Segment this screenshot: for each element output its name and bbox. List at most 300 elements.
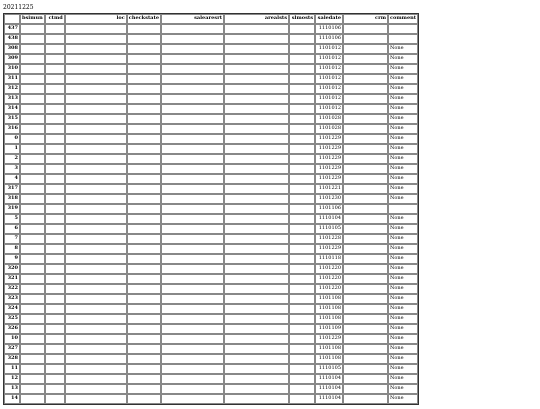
cell-checkstate <box>127 274 161 284</box>
cell-crm <box>343 374 388 384</box>
cell-saledate: 1101220 <box>315 284 343 294</box>
cell-slmosts <box>289 214 315 224</box>
cell-bsimun <box>20 334 45 344</box>
cell-bsimun <box>20 254 45 264</box>
cell-salearesrt <box>161 224 224 234</box>
cell-checkstate <box>127 84 161 94</box>
cell-saledate: 1101012 <box>315 104 343 114</box>
cell-bsimun <box>20 34 45 44</box>
cell-checkstate <box>127 374 161 384</box>
cell-loc <box>65 54 127 64</box>
cell-checkstate <box>127 264 161 274</box>
cell-index: 1 <box>4 144 20 154</box>
cell-salearesrt <box>161 54 224 64</box>
cell-index: 322 <box>4 284 20 294</box>
cell-ctmd <box>45 294 65 304</box>
cell-saledate: 1101230 <box>315 194 343 204</box>
cell-checkstate <box>127 124 161 134</box>
cell-arealsts <box>224 144 289 154</box>
cell-bsimun <box>20 364 45 374</box>
cell-salearesrt <box>161 354 224 364</box>
cell-bsimun <box>20 204 45 214</box>
cell-loc <box>65 104 127 114</box>
cell-crm <box>343 94 388 104</box>
table-row <box>4 104 418 114</box>
cell-comment: None <box>388 334 418 344</box>
cell-comment: None <box>388 374 418 384</box>
cell-arealsts <box>224 94 289 104</box>
cell-ctmd <box>45 364 65 374</box>
cell-bsimun <box>20 264 45 274</box>
cell-loc <box>65 244 127 254</box>
cell-slmosts <box>289 284 315 294</box>
cell-saledate: 1101108 <box>315 294 343 304</box>
cell-saledate: 1110104 <box>315 214 343 224</box>
cell-arealsts <box>224 234 289 244</box>
cell-slmosts <box>289 114 315 124</box>
table-row <box>4 184 418 194</box>
cell-bsimun <box>20 324 45 334</box>
cell-salearesrt <box>161 194 224 204</box>
cell-arealsts <box>224 314 289 324</box>
cell-ctmd <box>45 134 65 144</box>
cell-bsimun <box>20 124 45 134</box>
cell-bsimun <box>20 144 45 154</box>
cell-ctmd <box>45 324 65 334</box>
cell-crm <box>343 254 388 264</box>
cell-salearesrt <box>161 324 224 334</box>
cell-salearesrt <box>161 364 224 374</box>
cell-slmosts <box>289 24 315 34</box>
cell-comment: None <box>388 394 418 404</box>
cell-arealsts <box>224 294 289 304</box>
cell-ctmd <box>45 314 65 324</box>
cell-comment: None <box>388 124 418 134</box>
cell-arealsts <box>224 104 289 114</box>
cell-bsimun <box>20 314 45 324</box>
cell-saledate: 1101012 <box>315 64 343 74</box>
table-row <box>4 394 418 404</box>
cell-slmosts <box>289 344 315 354</box>
cell-index: 13 <box>4 384 20 394</box>
cell-crm <box>343 364 388 374</box>
cell-bsimun <box>20 384 45 394</box>
cell-saledate: 1101108 <box>315 344 343 354</box>
cell-ctmd <box>45 284 65 294</box>
column-header-salearesrt: salearesrt <box>161 14 224 24</box>
cell-bsimun <box>20 294 45 304</box>
cell-index: 324 <box>4 304 20 314</box>
cell-slmosts <box>289 74 315 84</box>
table-row <box>4 324 418 334</box>
cell-bsimun <box>20 284 45 294</box>
cell-index: 318 <box>4 194 20 204</box>
cell-crm <box>343 234 388 244</box>
cell-index: 10 <box>4 334 20 344</box>
cell-loc <box>65 284 127 294</box>
column-header-arealsts: arealsts <box>224 14 289 24</box>
cell-checkstate <box>127 114 161 124</box>
cell-loc <box>65 154 127 164</box>
cell-ctmd <box>45 154 65 164</box>
cell-crm <box>343 134 388 144</box>
cell-saledate: 1110105 <box>315 224 343 234</box>
cell-arealsts <box>224 84 289 94</box>
cell-loc <box>65 334 127 344</box>
cell-salearesrt <box>161 244 224 254</box>
cell-arealsts <box>224 244 289 254</box>
cell-crm <box>343 24 388 34</box>
cell-salearesrt <box>161 314 224 324</box>
table-row <box>4 304 418 314</box>
cell-comment: None <box>388 54 418 64</box>
cell-saledate: 1110105 <box>315 364 343 374</box>
cell-crm <box>343 214 388 224</box>
cell-checkstate <box>127 54 161 64</box>
cell-comment: None <box>388 194 418 204</box>
cell-bsimun <box>20 54 45 64</box>
cell-ctmd <box>45 254 65 264</box>
table-row <box>4 44 418 54</box>
cell-saledate: 1110106 <box>315 24 343 34</box>
cell-loc <box>65 134 127 144</box>
table-row <box>4 24 418 34</box>
cell-saledate: 1101106 <box>315 204 343 214</box>
cell-arealsts <box>224 374 289 384</box>
cell-comment: None <box>388 314 418 324</box>
cell-index: 317 <box>4 184 20 194</box>
cell-index: 313 <box>4 94 20 104</box>
cell-checkstate <box>127 304 161 314</box>
cell-saledate: 1101229 <box>315 164 343 174</box>
table-row <box>4 124 418 134</box>
cell-slmosts <box>289 174 315 184</box>
cell-ctmd <box>45 184 65 194</box>
cell-bsimun <box>20 214 45 224</box>
cell-crm <box>343 304 388 314</box>
cell-arealsts <box>224 214 289 224</box>
cell-checkstate <box>127 94 161 104</box>
cell-bsimun <box>20 24 45 34</box>
table-row <box>4 144 418 154</box>
cell-loc <box>65 174 127 184</box>
table-row <box>4 254 418 264</box>
cell-ctmd <box>45 214 65 224</box>
cell-ctmd <box>45 244 65 254</box>
table-body <box>4 24 418 404</box>
cell-arealsts <box>224 154 289 164</box>
cell-salearesrt <box>161 394 224 404</box>
cell-checkstate <box>127 384 161 394</box>
cell-crm <box>343 334 388 344</box>
column-header-ctmd: ctmd <box>45 14 65 24</box>
cell-saledate: 1101229 <box>315 174 343 184</box>
cell-arealsts <box>224 174 289 184</box>
cell-saledate: 1101221 <box>315 184 343 194</box>
cell-saledate: 1101229 <box>315 244 343 254</box>
cell-arealsts <box>224 164 289 174</box>
cell-bsimun <box>20 104 45 114</box>
table-row <box>4 244 418 254</box>
cell-crm <box>343 264 388 274</box>
cell-checkstate <box>127 284 161 294</box>
cell-slmosts <box>289 224 315 234</box>
table-row <box>4 84 418 94</box>
cell-index: 14 <box>4 394 20 404</box>
cell-index: 8 <box>4 244 20 254</box>
cell-crm <box>343 114 388 124</box>
cell-bsimun <box>20 244 45 254</box>
cell-slmosts <box>289 374 315 384</box>
cell-checkstate <box>127 104 161 114</box>
cell-ctmd <box>45 164 65 174</box>
cell-loc <box>65 354 127 364</box>
cell-crm <box>343 244 388 254</box>
cell-slmosts <box>289 84 315 94</box>
cell-checkstate <box>127 74 161 84</box>
cell-comment: None <box>388 134 418 144</box>
cell-arealsts <box>224 254 289 264</box>
cell-slmosts <box>289 304 315 314</box>
cell-checkstate <box>127 394 161 404</box>
cell-crm <box>343 184 388 194</box>
cell-checkstate <box>127 64 161 74</box>
cell-saledate: 1110118 <box>315 254 343 264</box>
cell-checkstate <box>127 314 161 324</box>
cell-arealsts <box>224 274 289 284</box>
cell-bsimun <box>20 174 45 184</box>
table-row <box>4 224 418 234</box>
cell-salearesrt <box>161 164 224 174</box>
cell-arealsts <box>224 364 289 374</box>
cell-loc <box>65 144 127 154</box>
cell-slmosts <box>289 354 315 364</box>
cell-slmosts <box>289 394 315 404</box>
table-row <box>4 344 418 354</box>
cell-salearesrt <box>161 304 224 314</box>
cell-slmosts <box>289 94 315 104</box>
cell-index: 0 <box>4 134 20 144</box>
cell-comment: None <box>388 74 418 84</box>
cell-salearesrt <box>161 134 224 144</box>
cell-bsimun <box>20 134 45 144</box>
cell-checkstate <box>127 24 161 34</box>
cell-checkstate <box>127 174 161 184</box>
cell-loc <box>65 164 127 174</box>
cell-comment: None <box>388 144 418 154</box>
cell-salearesrt <box>161 294 224 304</box>
cell-slmosts <box>289 154 315 164</box>
cell-comment: None <box>388 234 418 244</box>
cell-index: 323 <box>4 294 20 304</box>
table-row <box>4 54 418 64</box>
cell-index: 320 <box>4 264 20 274</box>
cell-loc <box>65 304 127 314</box>
cell-crm <box>343 154 388 164</box>
cell-checkstate <box>127 164 161 174</box>
cell-index: 316 <box>4 124 20 134</box>
cell-salearesrt <box>161 64 224 74</box>
table-row <box>4 284 418 294</box>
cell-ctmd <box>45 384 65 394</box>
cell-ctmd <box>45 64 65 74</box>
cell-slmosts <box>289 244 315 254</box>
cell-slmosts <box>289 184 315 194</box>
cell-ctmd <box>45 34 65 44</box>
cell-saledate: 1110104 <box>315 374 343 384</box>
cell-ctmd <box>45 144 65 154</box>
table-row <box>4 364 418 374</box>
cell-checkstate <box>127 254 161 264</box>
cell-crm <box>343 314 388 324</box>
cell-comment <box>388 34 418 44</box>
cell-index: 326 <box>4 324 20 334</box>
cell-arealsts <box>224 284 289 294</box>
cell-comment: None <box>388 164 418 174</box>
cell-checkstate <box>127 194 161 204</box>
cell-arealsts <box>224 344 289 354</box>
cell-index: 311 <box>4 74 20 84</box>
table-row <box>4 374 418 384</box>
cell-comment: None <box>388 84 418 94</box>
cell-checkstate <box>127 44 161 54</box>
cell-loc <box>65 234 127 244</box>
cell-saledate: 1101108 <box>315 304 343 314</box>
cell-salearesrt <box>161 104 224 114</box>
table-row <box>4 314 418 324</box>
cell-salearesrt <box>161 254 224 264</box>
cell-crm <box>343 174 388 184</box>
cell-crm <box>343 344 388 354</box>
cell-bsimun <box>20 44 45 54</box>
cell-comment: None <box>388 294 418 304</box>
cell-slmosts <box>289 324 315 334</box>
cell-slmosts <box>289 124 315 134</box>
cell-bsimun <box>20 374 45 384</box>
cell-index: 4 <box>4 174 20 184</box>
cell-bsimun <box>20 274 45 284</box>
table-row <box>4 264 418 274</box>
table-row <box>4 194 418 204</box>
cell-comment: None <box>388 364 418 374</box>
cell-index: 9 <box>4 254 20 264</box>
cell-crm <box>343 44 388 54</box>
cell-slmosts <box>289 314 315 324</box>
cell-index: 309 <box>4 54 20 64</box>
cell-arealsts <box>224 324 289 334</box>
cell-crm <box>343 74 388 84</box>
cell-comment <box>388 204 418 214</box>
cell-salearesrt <box>161 374 224 384</box>
cell-slmosts <box>289 54 315 64</box>
cell-saledate: 1101028 <box>315 114 343 124</box>
table-row <box>4 384 418 394</box>
cell-slmosts <box>289 34 315 44</box>
cell-loc <box>65 204 127 214</box>
cell-saledate: 1101012 <box>315 44 343 54</box>
cell-arealsts <box>224 194 289 204</box>
cell-ctmd <box>45 44 65 54</box>
cell-checkstate <box>127 344 161 354</box>
cell-crm <box>343 194 388 204</box>
cell-ctmd <box>45 374 65 384</box>
cell-ctmd <box>45 344 65 354</box>
cell-loc <box>65 314 127 324</box>
cell-loc <box>65 194 127 204</box>
cell-comment: None <box>388 244 418 254</box>
table-row <box>4 334 418 344</box>
cell-loc <box>65 64 127 74</box>
cell-loc <box>65 94 127 104</box>
cell-salearesrt <box>161 284 224 294</box>
cell-ctmd <box>45 204 65 214</box>
table-row <box>4 204 418 214</box>
cell-saledate: 1101012 <box>315 54 343 64</box>
cell-salearesrt <box>161 84 224 94</box>
cell-comment: None <box>388 264 418 274</box>
cell-loc <box>65 394 127 404</box>
cell-index: 328 <box>4 354 20 364</box>
cell-saledate: 1101228 <box>315 234 343 244</box>
cell-crm <box>343 54 388 64</box>
cell-ctmd <box>45 194 65 204</box>
cell-salearesrt <box>161 74 224 84</box>
cell-crm <box>343 104 388 114</box>
cell-bsimun <box>20 164 45 174</box>
cell-slmosts <box>289 104 315 114</box>
cell-comment: None <box>388 214 418 224</box>
cell-ctmd <box>45 104 65 114</box>
cell-loc <box>65 124 127 134</box>
cell-comment: None <box>388 114 418 124</box>
column-header-crm: crm <box>343 14 388 24</box>
cell-slmosts <box>289 294 315 304</box>
cell-ctmd <box>45 234 65 244</box>
cell-salearesrt <box>161 344 224 354</box>
cell-salearesrt <box>161 264 224 274</box>
cell-ctmd <box>45 354 65 364</box>
cell-comment: None <box>388 184 418 194</box>
cell-loc <box>65 344 127 354</box>
cell-index: 314 <box>4 104 20 114</box>
table-row <box>4 94 418 104</box>
cell-bsimun <box>20 84 45 94</box>
cell-index: 437 <box>4 24 20 34</box>
column-header-loc: loc <box>65 14 127 24</box>
cell-arealsts <box>224 124 289 134</box>
cell-loc <box>65 274 127 284</box>
cell-checkstate <box>127 154 161 164</box>
cell-slmosts <box>289 384 315 394</box>
cell-salearesrt <box>161 114 224 124</box>
cell-comment: None <box>388 304 418 314</box>
cell-ctmd <box>45 174 65 184</box>
table-row <box>4 354 418 364</box>
table-row <box>4 274 418 284</box>
cell-salearesrt <box>161 44 224 54</box>
cell-crm <box>343 84 388 94</box>
cell-loc <box>65 34 127 44</box>
cell-checkstate <box>127 144 161 154</box>
cell-salearesrt <box>161 204 224 214</box>
cell-index: 327 <box>4 344 20 354</box>
cell-slmosts <box>289 274 315 284</box>
cell-comment: None <box>388 94 418 104</box>
cell-loc <box>65 364 127 374</box>
cell-index: 5 <box>4 214 20 224</box>
cell-index: 310 <box>4 64 20 74</box>
cell-arealsts <box>224 74 289 84</box>
